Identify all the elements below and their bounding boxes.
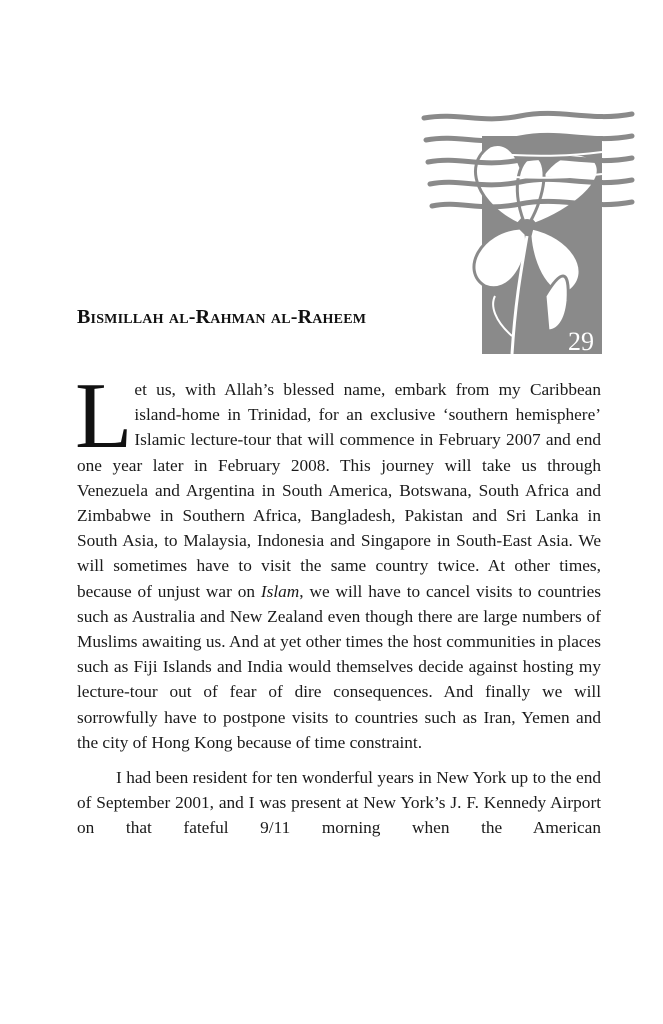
p1-line-10b: , we will have to cancel visits to countries such as Australia xyxy=(77,581,602,626)
p1-line-8: Indonesia and Singapore in South-East Asia. We will sometimes have xyxy=(77,531,601,576)
p1-line-4: February 2007 and end one year later in February 2008. This journey xyxy=(77,430,602,475)
p1-line-3: hemisphere’ Islamic lecture-tour that will commence in xyxy=(134,405,601,450)
p1-line-14: my lecture-tour out of fear of dire consequences. And finally we will xyxy=(77,657,601,702)
stamp-number: 29 xyxy=(568,327,594,356)
paragraph-1 xyxy=(75,364,602,755)
p1-line-2: island-home in Trinidad, for an exclusive ‘southern xyxy=(134,405,509,425)
p1-line-10a: on xyxy=(237,581,261,601)
p2-line-2: the end of September 2001, and I was present at New York’s J. F. xyxy=(77,768,602,813)
p1-line-5: will take us through Venezuela and Argentina in South America, xyxy=(77,455,601,500)
paragraph-2 xyxy=(77,765,601,841)
p1-italic-islam: Islam xyxy=(260,581,300,601)
p2-line-3: Kennedy Airport on that fateful 9/11 morning when the American xyxy=(77,793,601,838)
p1-line-1: et us, with Allah’s blessed name, embark from my Caribbean xyxy=(134,380,601,399)
p1-line-11: and New Zealand even though there are large numbers of Muslims xyxy=(77,606,601,652)
body-text xyxy=(75,364,602,841)
p1-line-16: and the city of Hong Kong because of time constraint. xyxy=(77,707,601,752)
p2-line-1: I had been resident for ten wonderful years in New York up to xyxy=(116,768,547,788)
p1-line-6: Botswana, South Africa and Zimbabwe in Southern Africa, xyxy=(77,480,602,526)
flower-stamp-illustration xyxy=(420,96,635,358)
drop-cap: L xyxy=(75,364,133,468)
p1-line-9: to visit the same country twice. At other times, because of unjust war xyxy=(77,556,601,601)
p1-line-12: awaiting us. And at yet other times the host communities in places xyxy=(141,632,601,652)
p1-line-13: such as Fiji Islands and India would themselves decide against hosting xyxy=(77,657,574,677)
section-heading: Bismillah al-Rahman al-Raheem xyxy=(77,306,367,328)
p1-line-7: Bangladesh, Pakistan and Sri Lanka in South Asia, to Malaysia, xyxy=(77,506,601,551)
p1-line-15: sorrowfully have to postpone visits to countries such as Iran, Yemen xyxy=(77,707,570,727)
